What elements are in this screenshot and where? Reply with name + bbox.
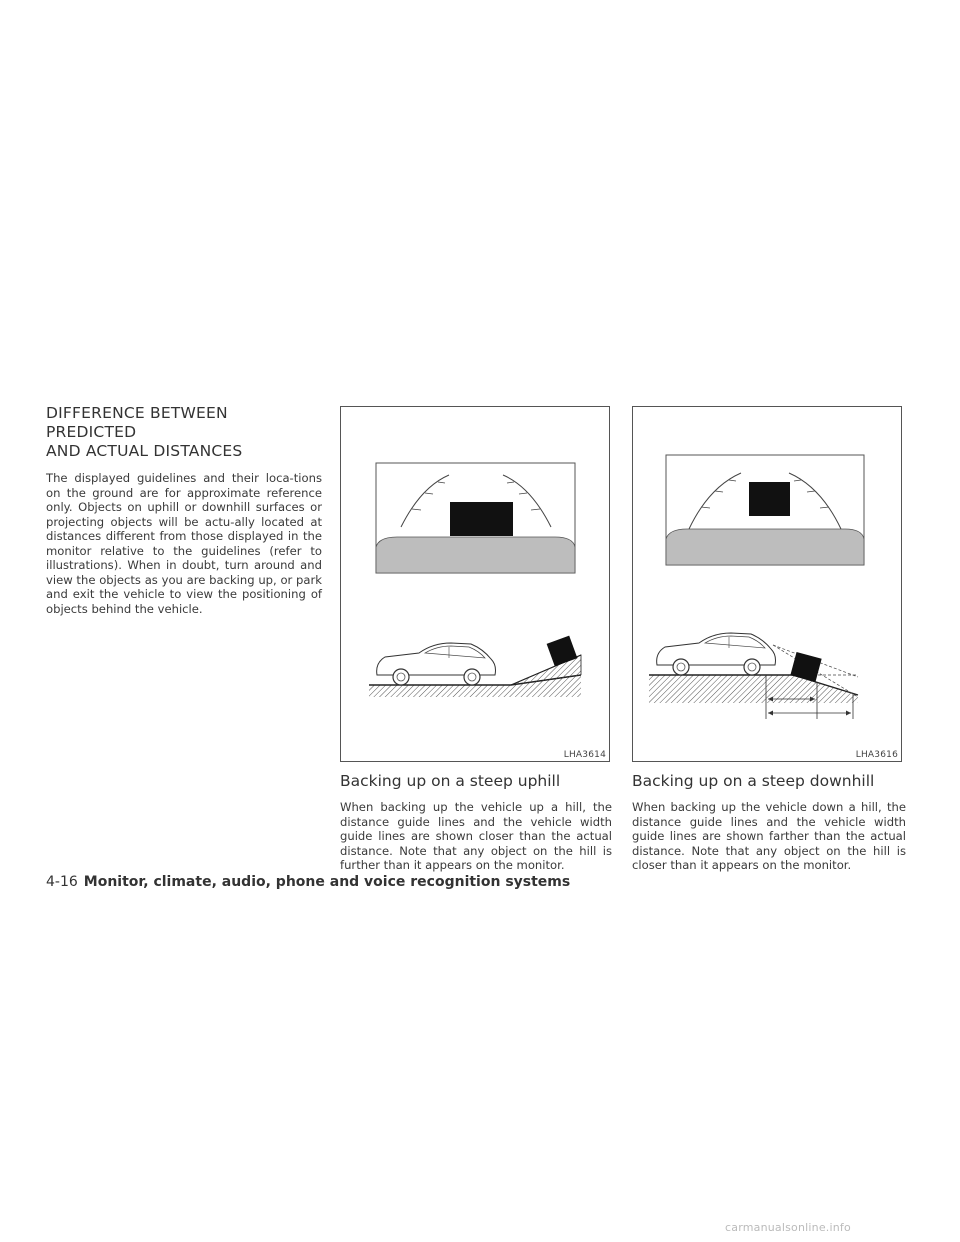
car-downhill-illustration — [649, 633, 858, 719]
downhill-figure — [632, 406, 902, 762]
car-uphill-illustration — [369, 636, 581, 697]
intro-column — [46, 404, 322, 616]
section-body: The displayed guidelines and their loca-tions on the ground are for approximate reference only. Objects on uphill or downhill surfaces or projecting objects will be actu-ally located at distances different from those displayed in the monitor relative to the guidelines (refer to illustrations). When in doubt, turn around and view the objects as you are backing up, or park and exit the vehicle to view the positioning of objects behind the vehicle. — [46, 471, 322, 616]
watermark: carmanualsonline.info — [725, 1221, 851, 1234]
downhill-title: Backing up on a steep downhill — [632, 772, 875, 790]
uphill-body: When backing up the vehicle up a hill, the distance guide lines and the vehicle width guide lines are shown closer than the actual distance. Note that any object on the hill is further than it appears on the monitor. — [340, 800, 612, 872]
chapter-title: Monitor, climate, audio, phone and voice recognition systems — [83, 874, 571, 890]
uphill-column — [340, 406, 612, 873]
downhill-column — [632, 406, 906, 873]
uphill-figure — [340, 406, 610, 762]
downhill-figure-label: LHA3616 — [855, 750, 898, 760]
downhill-body: When backing up the vehicle down a hill, the distance guide lines and the vehicle width guide lines are shown farther than the actual distance. Note that any object on the hill is closer than it appears on the monitor. — [632, 800, 906, 872]
page-footer — [46, 874, 570, 890]
uphill-figure-label: LHA3614 — [563, 750, 606, 760]
section-title: DIFFERENCE BETWEEN PREDICTED AND ACTUAL DISTANCES — [46, 404, 243, 460]
uphill-title: Backing up on a steep uphill — [340, 772, 561, 790]
monitor-illustration — [376, 463, 575, 573]
monitor-illustration — [666, 455, 864, 565]
page-number: 4-16 — [46, 874, 78, 890]
